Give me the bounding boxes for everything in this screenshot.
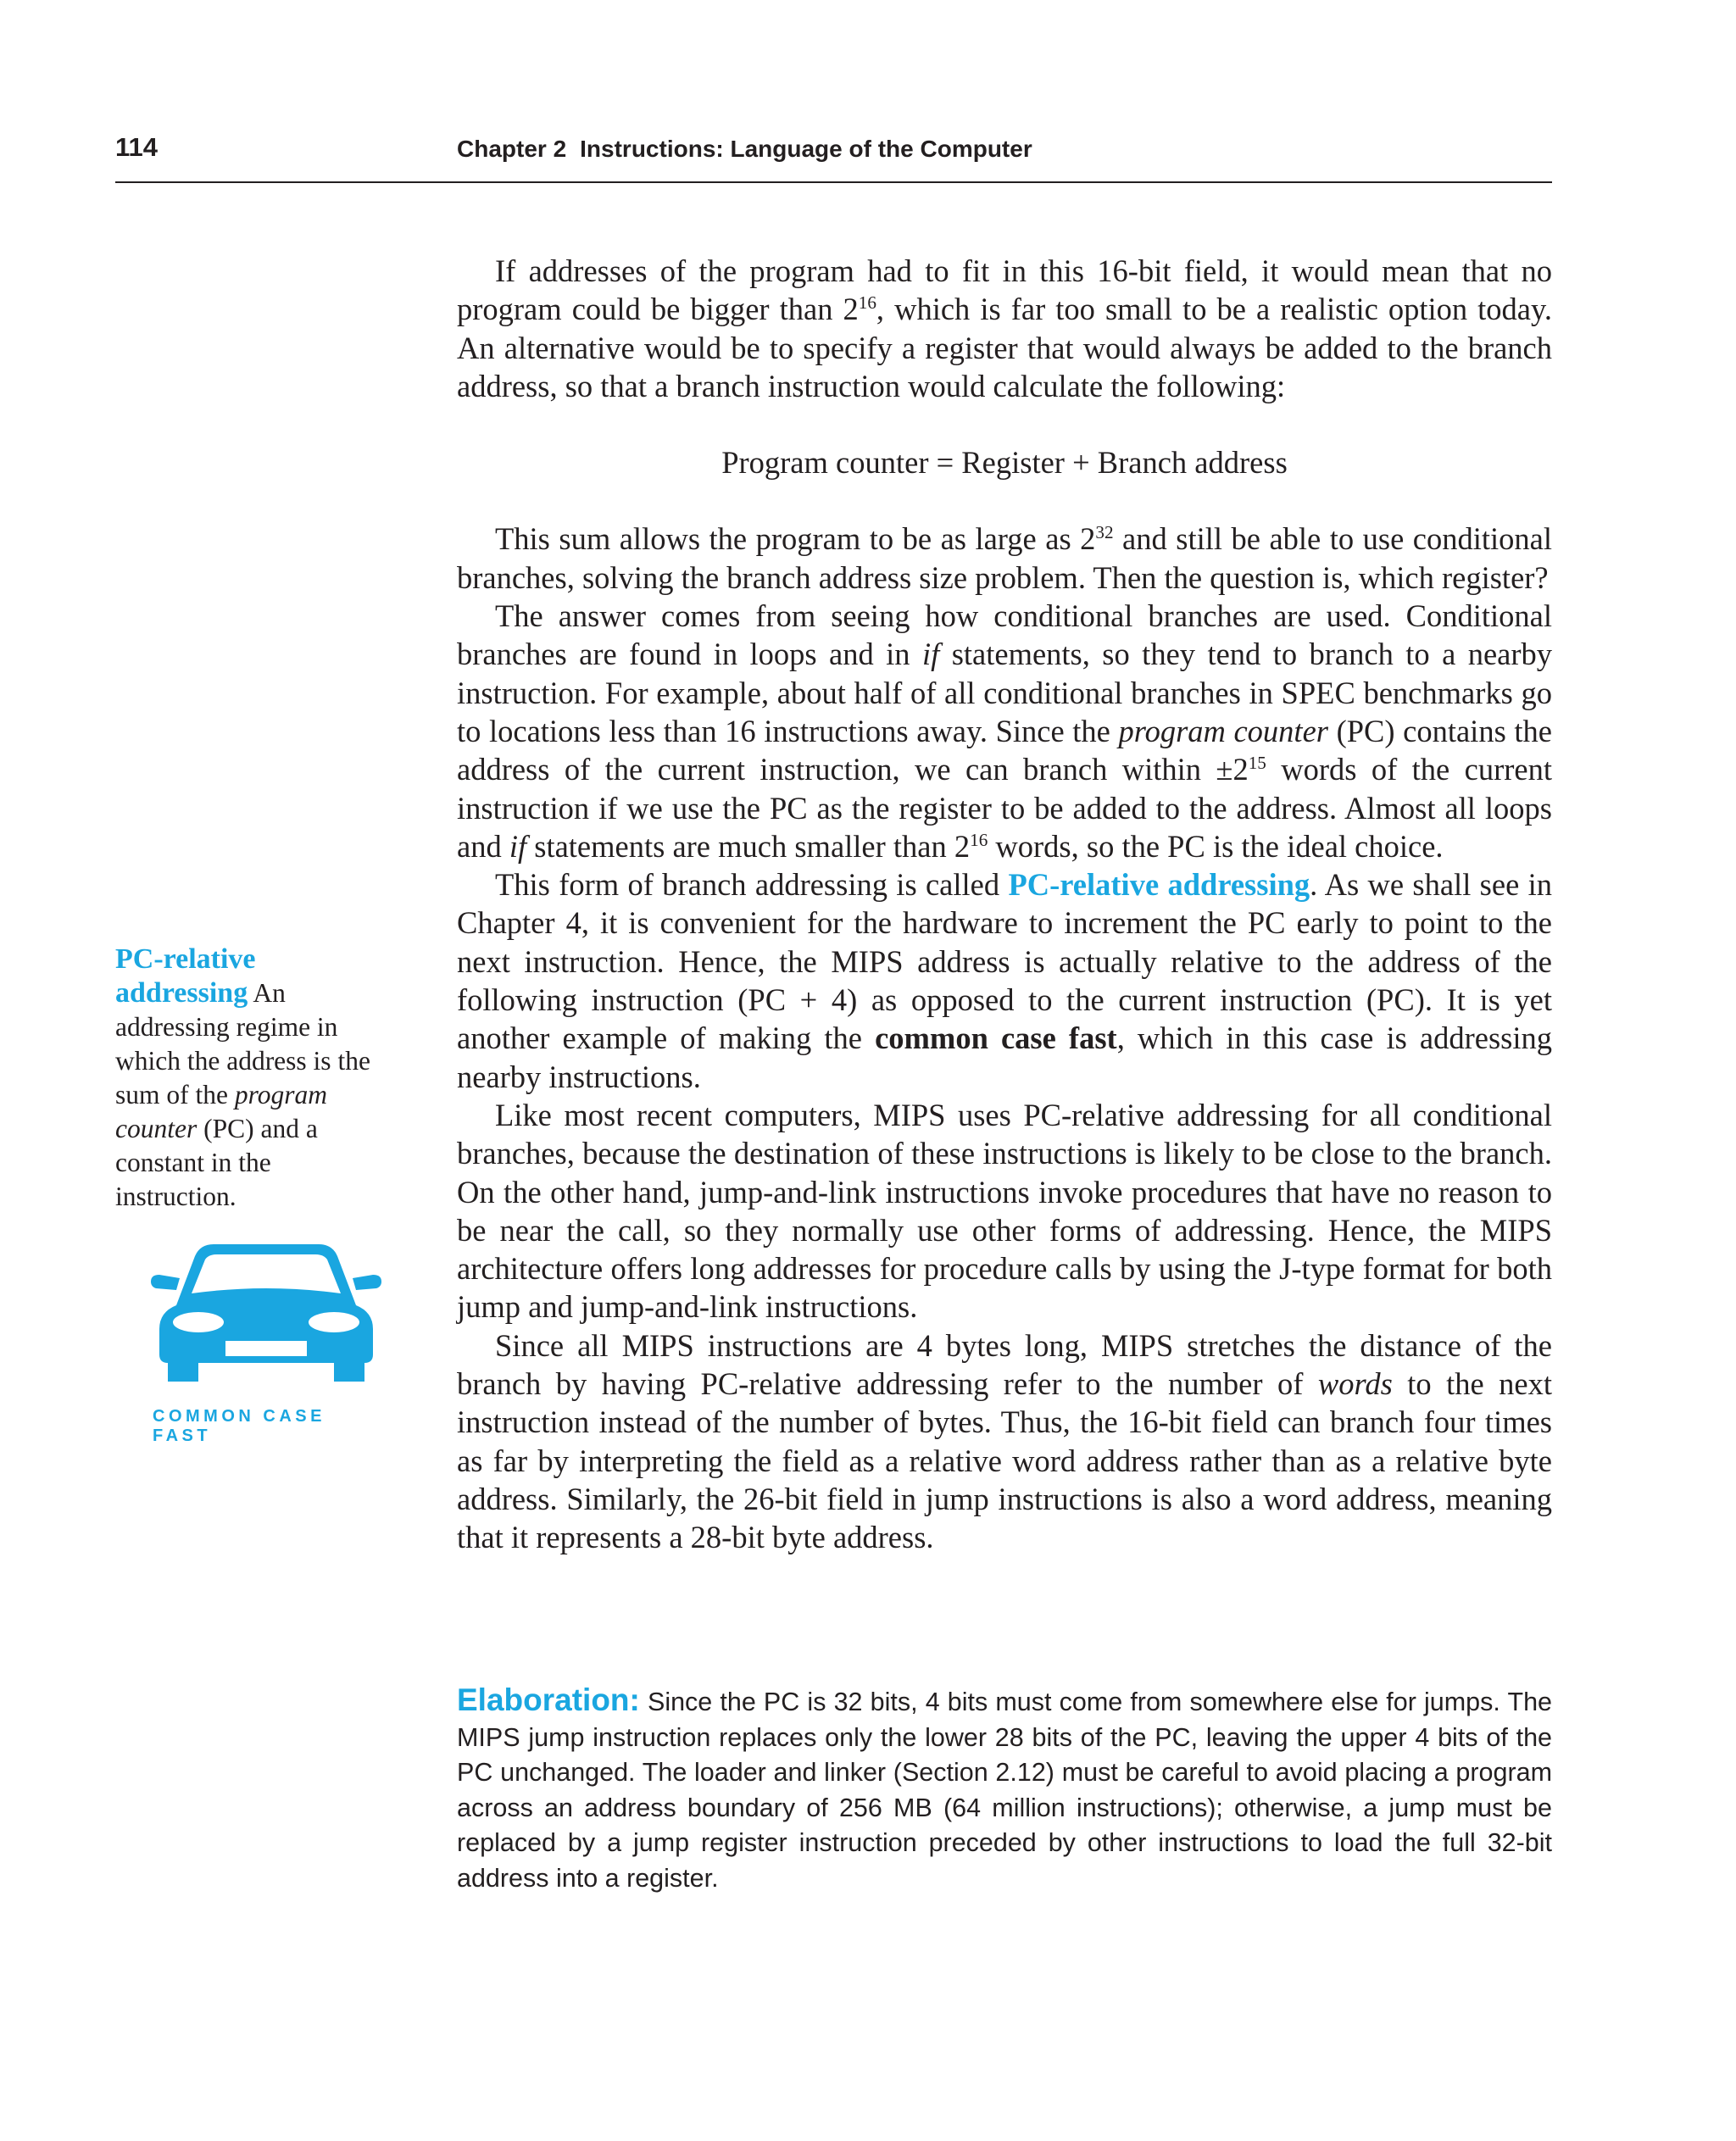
chapter-title: Instructions: Language of the Computer [580,136,1032,162]
equation: Program counter = Register + Branch address [721,445,1288,481]
common-case-fast-label: COMMON CASE FAST [153,1407,326,1445]
elaboration-title: Elaboration: [457,1682,640,1717]
page-number: 114 [115,132,159,162]
car-icon [151,1239,381,1382]
margin-definition: PC-relative addressing An addressing regime in which the address is the sum of the program counter (PC) and a constant in the instruction. [115,943,370,1211]
paragraph-5: Like most recent computers, MIPS uses PC-relative addressing for all conditional branches, because the destination of these instructions is likely to be close to the branch. On the other hand, jump-and-link instructions invoke procedures that have no reason to be near the call, so they normally use other forms of addressing. Hence, the MIPS architecture offers long addresses for procedure calls by using the J-type format for both jump and jump-and-link instructions. [457,1097,1552,1325]
paragraph-4: This form of branch addressing is called PC-relative addressing. As we shall see in Chapter 4, it is convenient for the hardware to increment the PC early to point to the next instruction. Hence, the MIPS address is actually relative to the address of the following instruction (PC + 4) as opposed to the current instruction (PC). It is yet another example of making the common case fast, which in this case is addressing nearby instructions. [457,867,1553,1094]
emphasis-bold: common case fast [875,1020,1117,1056]
chapter-heading [457,136,1032,163]
margin-term: PC-relative addressing [115,943,256,1009]
elaboration-block [457,1682,1552,1896]
paragraph-2: This sum allows the program to be as large as $2^{32}$ and still be able to use conditional branches, solving the branch address size problem. Then the question is, which register? [457,521,1552,595]
running-header [115,125,1552,183]
paragraph-1: If addresses of the program had to fit in this 16-bit field, it would mean that no program could be bigger than $2^{16}$, which is far too small to be a realistic option today. An alternative would be to specify a register that would always be added to the branch address, so that a branch instruction would calculate the following: [457,253,1553,403]
elaboration-text: Since the PC is 32 bits, 4 bits must come from somewhere else for jumps. The MIPS jump instruction replaces only the lower 28 bits of the PC, leaving the upper 4 bits of the PC unchanged. The loader and linker (Section 2.12) must be careful to avoid placing a program across an address boundary of 256 MB (64 million instructions); otherwise, a jump must be replaced by a jump register instruction preceded by other instructions to load the full 32-bit address into a register. [457,1688,1552,1893]
main-text-column [457,252,1552,1557]
chapter-label: Chapter 2 [457,136,567,162]
paragraph-6: Since all MIPS instructions are 4 bytes long, MIPS stretches the distance of the branch by having PC-relative addressing refer to the number of words to the next instruction instead of the number of bytes. Thus, the 16-bit field can branch four times as far by interpreting the field as a relative word address rather than as a relative byte address. Similarly, the 26-bit field in jump instructions is also a word address, meaning that it represents a 28-bit byte address. [457,1327,1552,1555]
key-term: PC-relative addressing [1008,867,1310,903]
paragraph-3: The answer comes from seeing how conditional branches are used. Conditional branches are found in loops and in if statements, so they tend to branch to a nearby instruction. For example, about half of all conditional branches in SPEC benchmarks go to locations less than 16 instructions away. Since the program counter (PC) contains the address of the current instruction, we can branch within $\pm 2^{15}$ words of the current instruction if we use the PC as the register to be added to the address. Almost all loops and if statements are much smaller than $2^{16}$ words, so the PC is the ideal choice. [457,598,1553,864]
